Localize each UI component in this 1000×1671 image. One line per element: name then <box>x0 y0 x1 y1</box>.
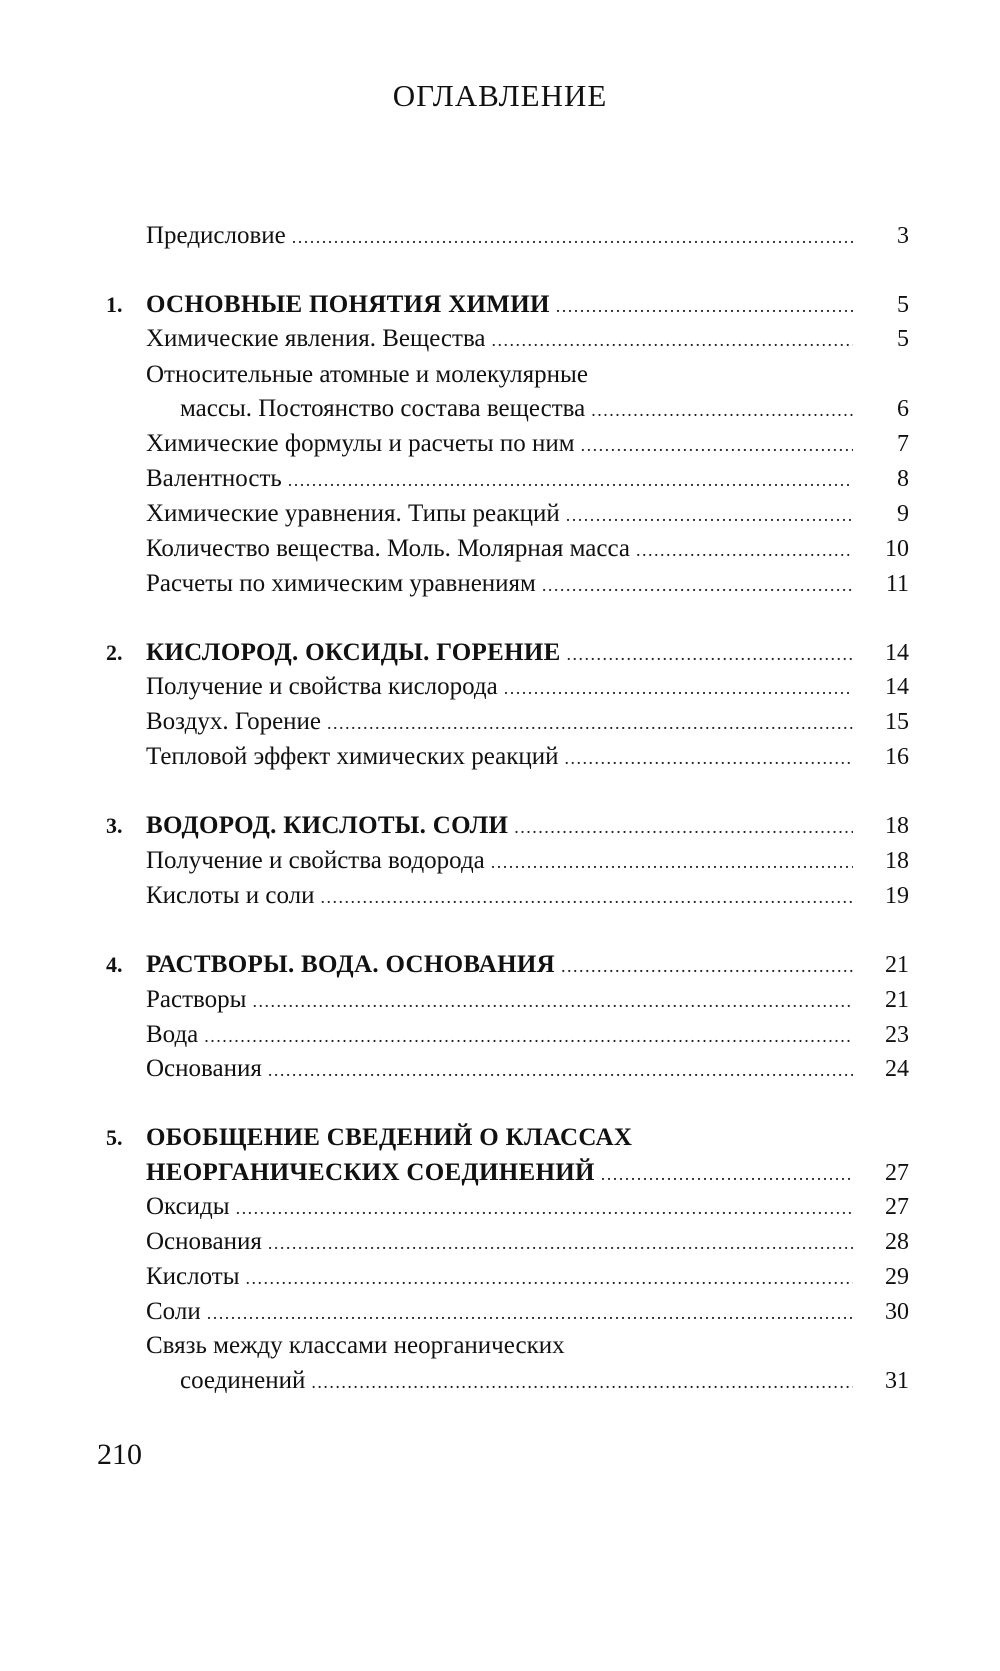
toc-page-number: 9 <box>897 501 909 527</box>
toc-page-number: 18 <box>885 848 909 874</box>
toc-label: Получение и свойства кислорода <box>146 673 498 700</box>
toc-entry <box>0 1222 1000 1262</box>
toc-page-number: 27 <box>885 1160 909 1186</box>
toc-page-number: 14 <box>885 640 909 666</box>
toc-entry-line2 <box>0 1361 1000 1401</box>
toc-label: Оксиды <box>146 1193 230 1220</box>
toc-page-number: 7 <box>897 431 909 457</box>
toc-page-number: 30 <box>885 1299 909 1325</box>
toc-label: Кислоты и соли <box>146 882 315 909</box>
chapter-number: 5. <box>106 1125 123 1150</box>
toc-entry <box>0 1187 1000 1227</box>
toc-label: Соли <box>146 1298 201 1325</box>
toc-entry <box>0 702 1000 742</box>
toc-label: Предисловие <box>146 222 286 249</box>
leader-dots <box>542 565 853 605</box>
toc-entry <box>0 841 1000 881</box>
chapter-title: РАСТВОРЫ. ВОДА. ОСНОВАНИЯ <box>146 951 555 978</box>
toc-entry <box>0 1257 1000 1297</box>
toc-chapter-4 <box>0 945 1000 985</box>
toc-page-number: 10 <box>885 536 909 562</box>
toc-label: Получение и свойства водорода <box>146 847 485 874</box>
toc-label: Химические явления. Вещества <box>146 325 486 352</box>
leader-dots <box>311 1362 853 1402</box>
chapter-title: ВОДОРОД. КИСЛОТЫ. СОЛИ <box>146 812 509 839</box>
toc-entry-preface <box>0 216 1000 256</box>
toc-entry <box>0 459 1000 499</box>
toc-page-number: 21 <box>885 952 909 978</box>
chapter-title: КИСЛОРОД. ОКСИДЫ. ГОРЕНИЕ <box>146 639 561 666</box>
toc-page-number: 27 <box>885 1194 909 1220</box>
chapter-title: ОБОБЩЕНИЕ СВЕДЕНИЙ О КЛАССАХ <box>146 1124 633 1151</box>
toc-label: соединений <box>180 1367 306 1394</box>
toc-label: Относительные атомные и молекулярные <box>146 361 588 388</box>
toc-entry <box>0 876 1000 916</box>
chapter-number: 1. <box>106 292 123 317</box>
toc-label: Основания <box>146 1055 262 1082</box>
toc-entry <box>0 494 1000 534</box>
toc-entry-line1 <box>0 1326 1000 1366</box>
toc-label: Основания <box>146 1228 262 1255</box>
chapter-title: НЕОРГАНИЧЕСКИХ СОЕДИНЕНИЙ <box>146 1159 595 1186</box>
toc-page-number: 6 <box>897 396 909 422</box>
toc-page-number: 5 <box>897 326 909 352</box>
toc-label: Химические формулы и расчеты по ним <box>146 430 575 457</box>
toc-label: Тепловой эффект химических реакций <box>146 743 559 770</box>
toc-page-number: 31 <box>885 1368 909 1394</box>
toc-page-number: 28 <box>885 1229 909 1255</box>
toc-page-number: 16 <box>885 744 909 770</box>
chapter-number: 3. <box>106 813 123 838</box>
toc-page-number: 15 <box>885 709 909 735</box>
toc-entry <box>0 737 1000 777</box>
toc-label: Расчеты по химическим уравнениям <box>146 570 536 597</box>
toc-entry <box>0 424 1000 464</box>
toc-entry <box>0 667 1000 707</box>
toc-entry <box>0 319 1000 359</box>
leader-dots <box>321 877 853 917</box>
toc-page-number: 5 <box>897 292 909 318</box>
toc-chapter-5-line1 <box>0 1118 1000 1158</box>
toc-label: Вода <box>146 1021 199 1048</box>
toc-entry <box>0 529 1000 569</box>
toc-label: Связь между классами неорганических <box>146 1332 565 1359</box>
leader-dots <box>564 738 853 778</box>
toc-page-number: 24 <box>885 1056 909 1082</box>
toc-page-number: 3 <box>897 223 909 249</box>
toc-page-number: 29 <box>885 1264 909 1290</box>
toc-entry <box>0 564 1000 604</box>
toc-label: Химические уравнения. Типы реакций <box>146 500 560 527</box>
toc-page-number: 21 <box>885 987 909 1013</box>
leader-dots <box>492 320 853 360</box>
toc-chapter-3 <box>0 806 1000 846</box>
toc-label: Воздух. Горение <box>146 708 322 735</box>
toc-entry <box>0 1049 1000 1089</box>
toc-page-number: 11 <box>885 571 909 597</box>
chapter-number: 2. <box>106 640 123 665</box>
leader-dots <box>292 217 853 257</box>
toc-label: Растворы <box>146 986 247 1013</box>
toc-label: Количество вещества. Моль. Молярная масса <box>146 535 630 562</box>
toc-entry <box>0 980 1000 1020</box>
toc-page-number: 19 <box>885 883 909 909</box>
chapter-title: ОСНОВНЫЕ ПОНЯТИЯ ХИМИИ <box>146 291 550 318</box>
toc-entry-line2 <box>0 389 1000 429</box>
chapter-number: 4. <box>106 952 123 977</box>
page-title: ОГЛАВЛЕНИЕ <box>392 78 608 113</box>
toc-page-number: 8 <box>897 466 909 492</box>
leader-dots <box>268 1050 853 1090</box>
toc-page-number: 18 <box>885 813 909 839</box>
toc-page-number: 14 <box>885 674 909 700</box>
toc-page-number: 23 <box>885 1022 909 1048</box>
page-number-footer: 210 <box>97 1438 142 1471</box>
toc-label: Кислоты <box>146 1263 240 1290</box>
toc-label: Валентность <box>146 465 282 492</box>
toc-label: массы. Постоянство состава вещества <box>180 395 586 422</box>
